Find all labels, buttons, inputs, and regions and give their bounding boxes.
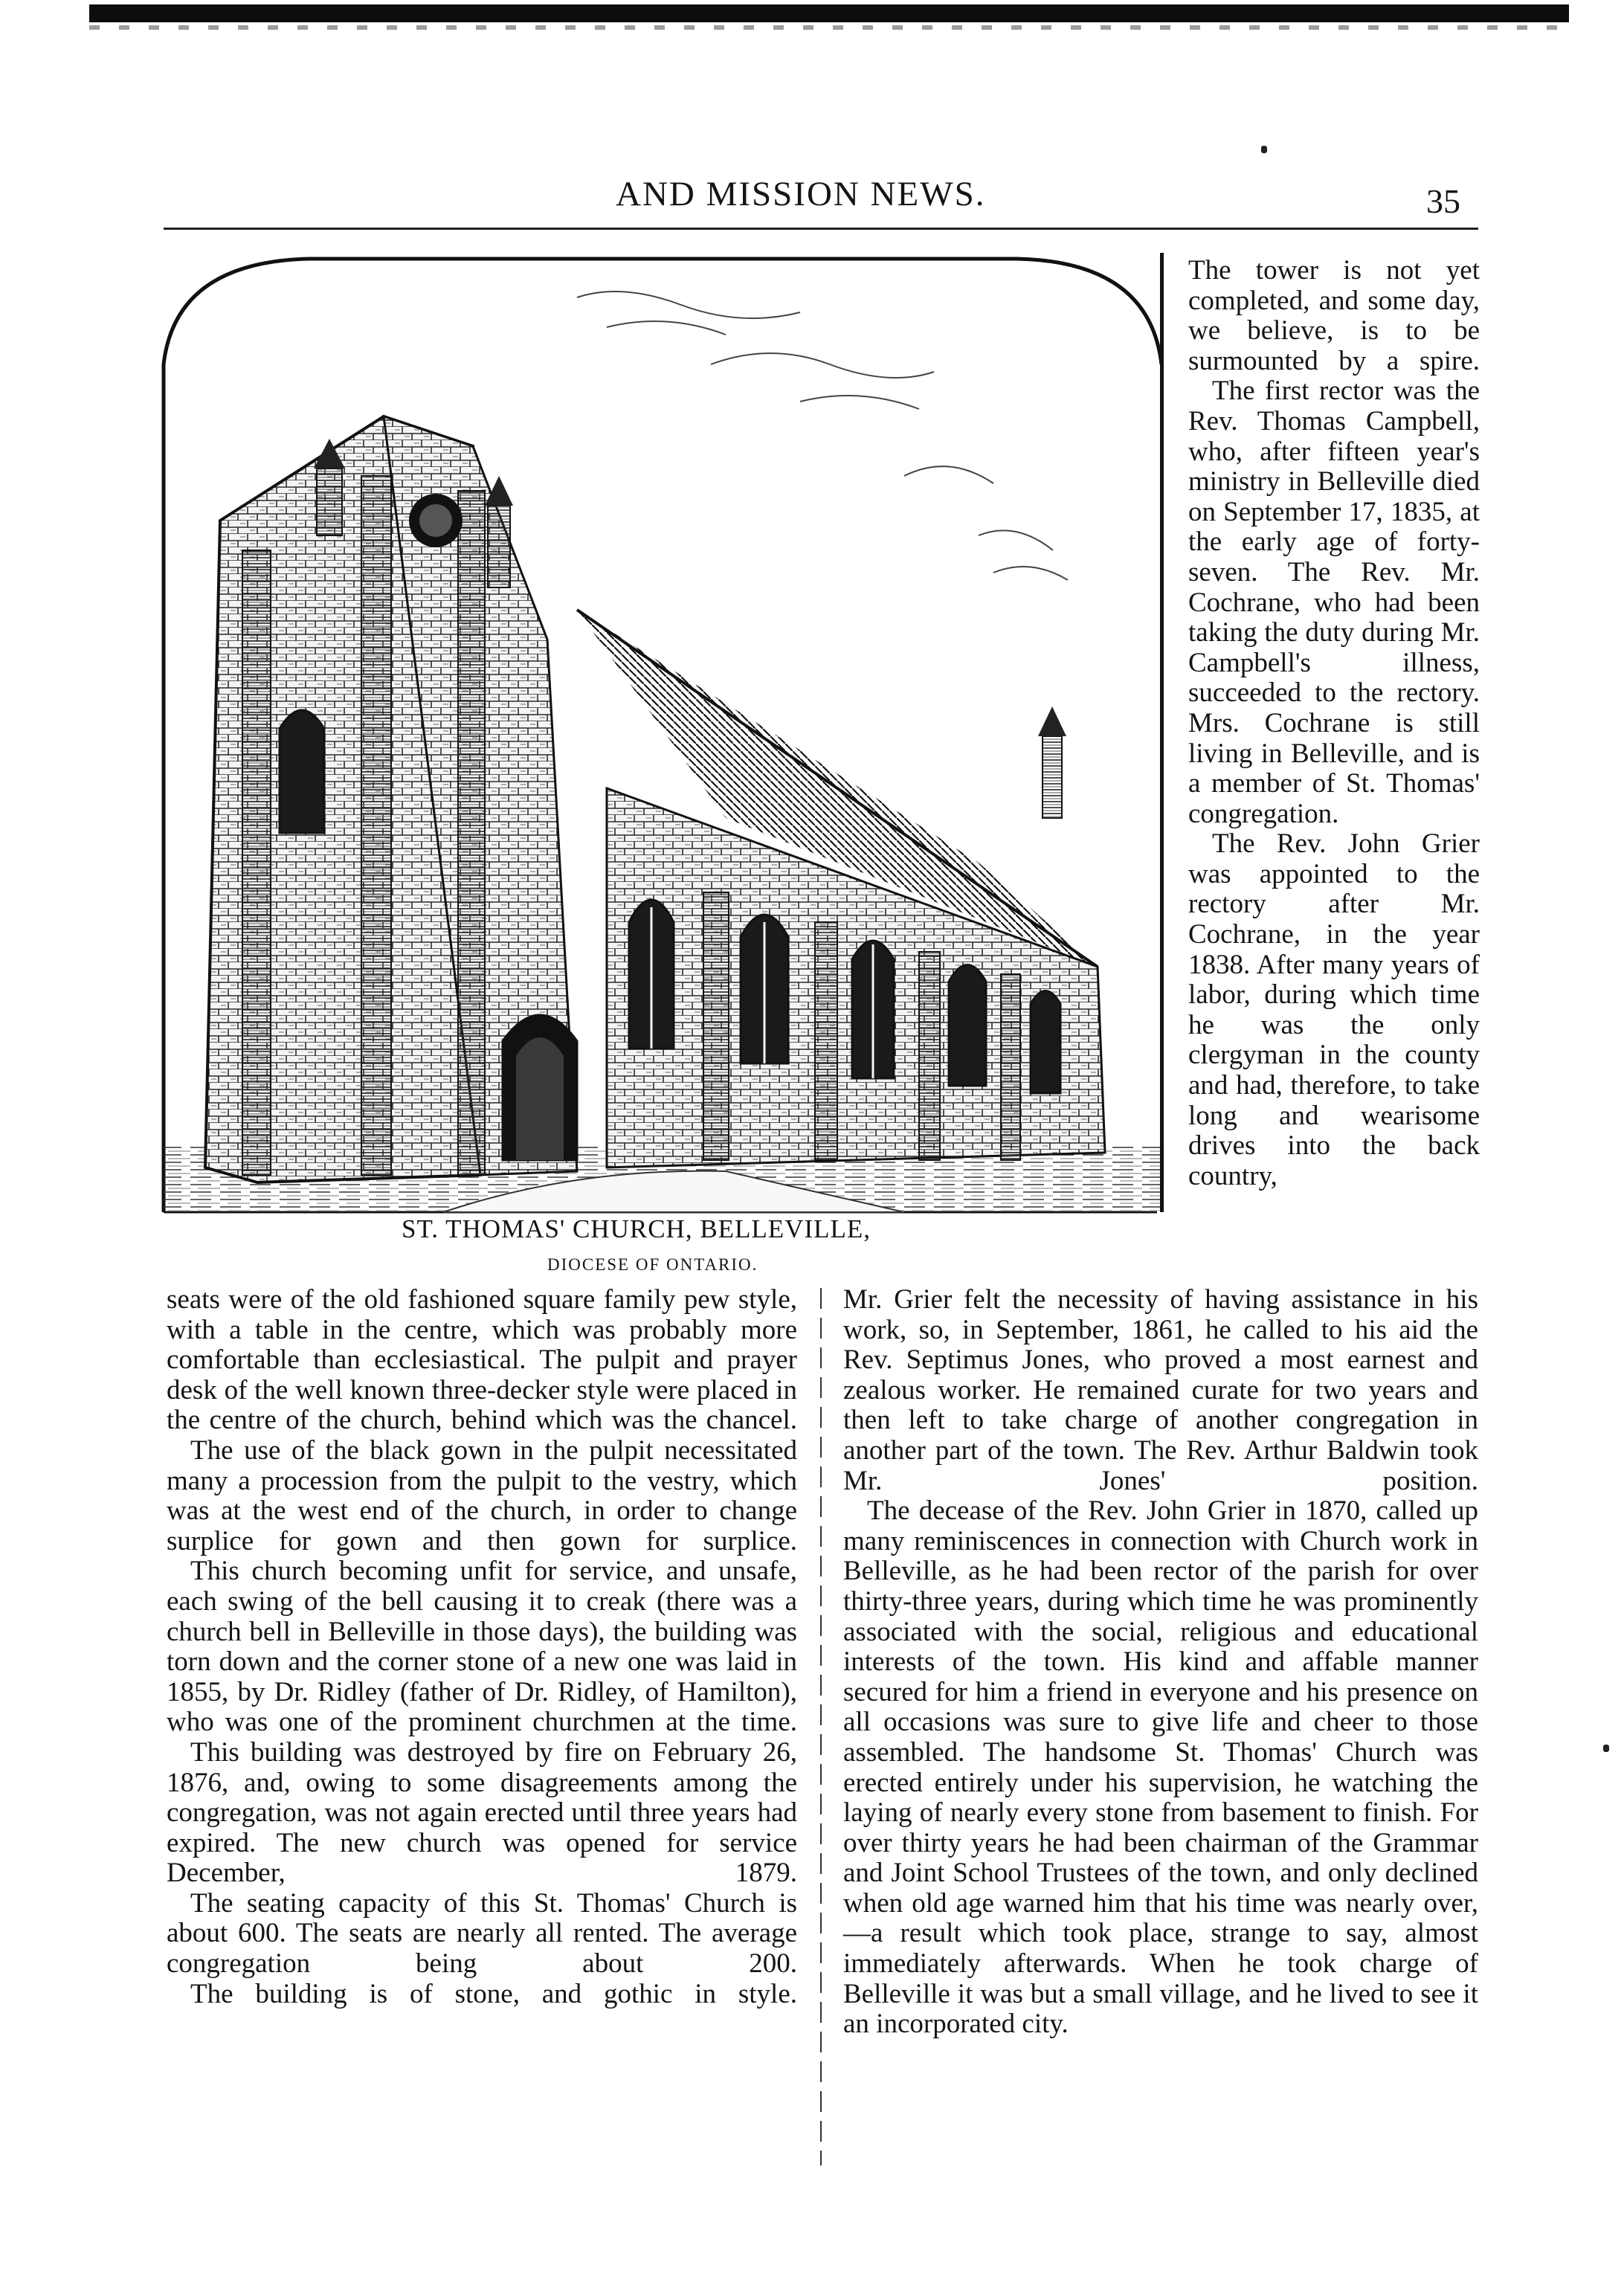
paragraph: This building was destroyed by fire on February 26, 1876, and, owing to some disagreements among the congregation, was not again erected until three years had expired. The new church was opened for service December, 1879. (167, 1736, 797, 1889)
church-illustration (161, 253, 1166, 1214)
paragraph: seats were of the old fashioned square family pew style, with a table in the centre, which was probably more comfortable than ecclesiastical. The pulpit and prayer desk of the well known three-decker style were placed in the centre of the church, behind which was the chancel. (167, 1284, 797, 1436)
church-engraving-icon (161, 253, 1166, 1214)
illustration-caption: ST. THOMAS' CHURCH, BELLEVILLE, (402, 1214, 871, 1243)
paragraph: Mr. Grier felt the necessity of having assistance in his work, so, in September, 1861, he called to his aid the Rev. Septimus Jones, who proved a most earnest and zealous worker. He remained curate for two years and then left to take charge of another congregation in another part of the town. The Rev. Arthur Baldwin took Mr. Jones' position. (843, 1284, 1478, 1496)
right-column (843, 1285, 1478, 2040)
print-speck (1261, 146, 1267, 153)
paragraph: The first rector was the Rev. Thomas Campbell, who, after fifteen year's ministry in Belleville died on September 17, 1835, at the early age of forty-seven. The Rev. Mr. Cochrane, who had been taking the duty during Mr. Campbell's illness, succeeded to the rectory. Mrs. Cochrane is still living in Belleville, and is a member of St. Thomas' congregation. (1188, 376, 1480, 829)
paragraph: The tower is not yet completed, and some day, we believe, is to be surmounted by a spire. (1188, 255, 1480, 376)
print-speck (1603, 1745, 1609, 1752)
paragraph: The seating capacity of this St. Thomas' Church is about 600. The seats are nearly all rented. The average congregation being about 200. (167, 1887, 797, 1980)
illustration-subcaption: DIOCESE OF ONTARIO. (547, 1255, 758, 1274)
paragraph: The Rev. John Grier was appointed to the rectory after Mr. Cochrane, in the year 1838. After many years of labor, during which time he was the only clergyman in the county and had, therefore, to take long and wearisome drives into the back country, (1188, 828, 1480, 1191)
running-head: AND MISSION NEWS. (616, 175, 986, 213)
illustration-right-rule (1160, 253, 1164, 1212)
paragraph: The decease of the Rev. John Grier in 1870, called up many reminiscences in connection with Church work in Belleville, as he had been rector of the parish for over thirty-three years, during which time he was prominently associated with the social, religious and educational interests of the town. His kind and affable manner secured for him a friend in everyone and his presence on all occasions was sure to give life and cheer to those assembled. The handsome St. Thomas' Church was erected entirely under his supervision, he watching the laying of nearly every stone from basement to finish. For over thirty years he had been chairman of the Grammar and Joint School Trustees of the town, and only declined when old age warned him that his time was nearly over,—a result which took place, strange to say, almost immediately afterwards. When he took charge of Belleville it was but a small village, and he lived to see it an incorporated city. (843, 1495, 1478, 2040)
header-rule (164, 228, 1478, 230)
paragraph: The building is of stone, and gothic in style. (190, 1978, 797, 2009)
side-column (1188, 256, 1480, 1191)
top-border-rule (89, 4, 1569, 22)
paragraph: This church becoming unfit for service, and unsafe, each swing of the bell causing it to creak (there was a church bell in Belleville in those days), the building was torn down and the corner stone of a new one was laid in 1855, by Dr. Ridley (father of Dr. Ridley, of Hamilton), who was one of the prominent churchmen at the time. (167, 1556, 797, 1738)
page-number: 35 (1426, 182, 1460, 220)
paragraph: The use of the black gown in the pulpit necessitated many a procession from the pulpit to the vestry, which was at the west end of the church, in order to change surplice for gown and then gown for surplice. (167, 1434, 797, 1556)
left-column (167, 1285, 797, 2009)
column-divider (820, 1288, 822, 2165)
top-border-speckle (89, 25, 1569, 30)
